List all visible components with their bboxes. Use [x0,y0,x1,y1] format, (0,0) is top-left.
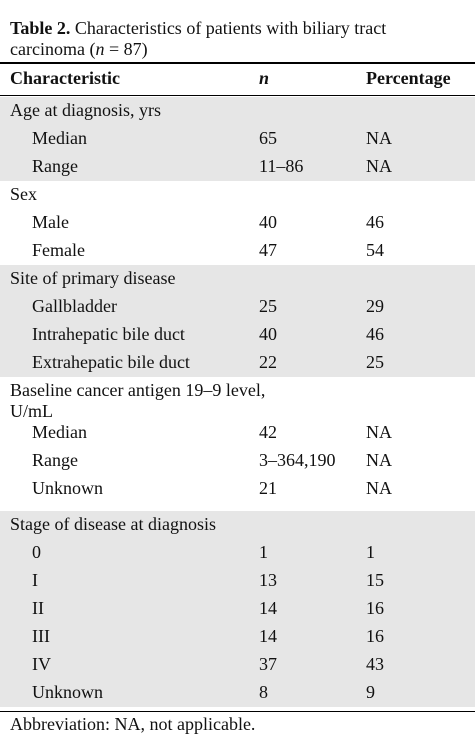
row-n: 25 [259,296,277,316]
row-percentage: 29 [366,296,384,316]
table-row [0,237,475,265]
table-row [0,679,475,707]
group-title-row [0,377,475,419]
row-percentage: NA [366,156,392,176]
header-percentage: Percentage [366,68,451,88]
group-title: Sex [10,184,37,204]
caption-n: n [95,39,105,59]
row-label: Unknown [32,682,103,702]
row-n: 47 [259,240,277,260]
row-label: Median [32,422,87,442]
row-n: 3–364,190 [259,450,336,470]
row-percentage: NA [366,422,392,442]
table-row [0,419,475,447]
table-row [0,567,475,595]
row-percentage: 25 [366,352,384,372]
table-row [0,475,475,503]
header-characteristic: Characteristic [10,68,120,88]
row-label: Male [32,212,69,232]
table-caption [10,18,465,60]
row-n: 14 [259,598,277,618]
group-title-row [0,97,475,125]
table-label: Table 2. [10,18,71,38]
row-n: 13 [259,570,277,590]
header-rule [0,95,475,96]
row-label: Extrahepatic bile duct [32,352,190,372]
row-label: 0 [32,542,41,562]
table-header-row [0,64,475,95]
row-n: 22 [259,352,277,372]
group-age [0,97,475,181]
table-row [0,623,475,651]
row-label: II [32,598,44,618]
row-label: Median [32,128,87,148]
group-title-row [0,265,475,293]
row-n: 8 [259,682,268,702]
table-row [0,651,475,679]
caption-text-post: = 87) [104,39,148,59]
row-percentage: 54 [366,240,384,260]
row-n: 11–86 [259,156,304,176]
row-percentage: 46 [366,324,384,344]
caption-text-pre: Characteristics of patients with biliary tract carcinoma ( [10,18,387,59]
table-row [0,153,475,181]
group-title-row [0,181,475,209]
group-title: Age at diagnosis, yrs [10,100,161,120]
row-label: Female [32,240,85,260]
row-percentage: NA [366,128,392,148]
row-label: Unknown [32,478,103,498]
group-ca19-9 [0,377,475,503]
table-row [0,293,475,321]
row-percentage: 16 [366,626,384,646]
row-percentage: 9 [366,682,375,702]
table-row [0,349,475,377]
row-n: 1 [259,542,268,562]
row-n: 40 [259,324,277,344]
group-site [0,265,475,377]
row-label: Range [32,450,78,470]
row-n: 21 [259,478,277,498]
row-percentage: 16 [366,598,384,618]
group-title: Site of primary disease [10,268,176,288]
row-percentage: 46 [366,212,384,232]
group-title: Baseline cancer antigen 19–9 level, U/mL [10,380,266,421]
table-row [0,539,475,567]
row-percentage: NA [366,450,392,470]
table-footnote: Abbreviation: NA, not applicable. [10,714,256,734]
header-n: n [259,68,270,88]
row-percentage: 43 [366,654,384,674]
row-percentage: NA [366,478,392,498]
bottom-rule [0,711,475,712]
row-label: Gallbladder [32,296,117,316]
row-n: 37 [259,654,277,674]
table-row [0,595,475,623]
group-title-row [0,511,475,539]
group-sex [0,181,475,265]
row-label: I [32,570,38,590]
table-row [0,447,475,475]
row-label: III [32,626,50,646]
table-row [0,321,475,349]
row-percentage: 1 [366,542,375,562]
table-row [0,125,475,153]
row-label: Range [32,156,78,176]
row-n: 40 [259,212,277,232]
row-percentage: 15 [366,570,384,590]
row-label: IV [32,654,51,674]
row-n: 14 [259,626,277,646]
table-row [0,209,475,237]
group-title: Stage of disease at diagnosis [10,514,216,534]
group-stage [0,511,475,707]
row-label: Intrahepatic bile duct [32,324,185,344]
row-n: 42 [259,422,277,442]
row-n: 65 [259,128,277,148]
